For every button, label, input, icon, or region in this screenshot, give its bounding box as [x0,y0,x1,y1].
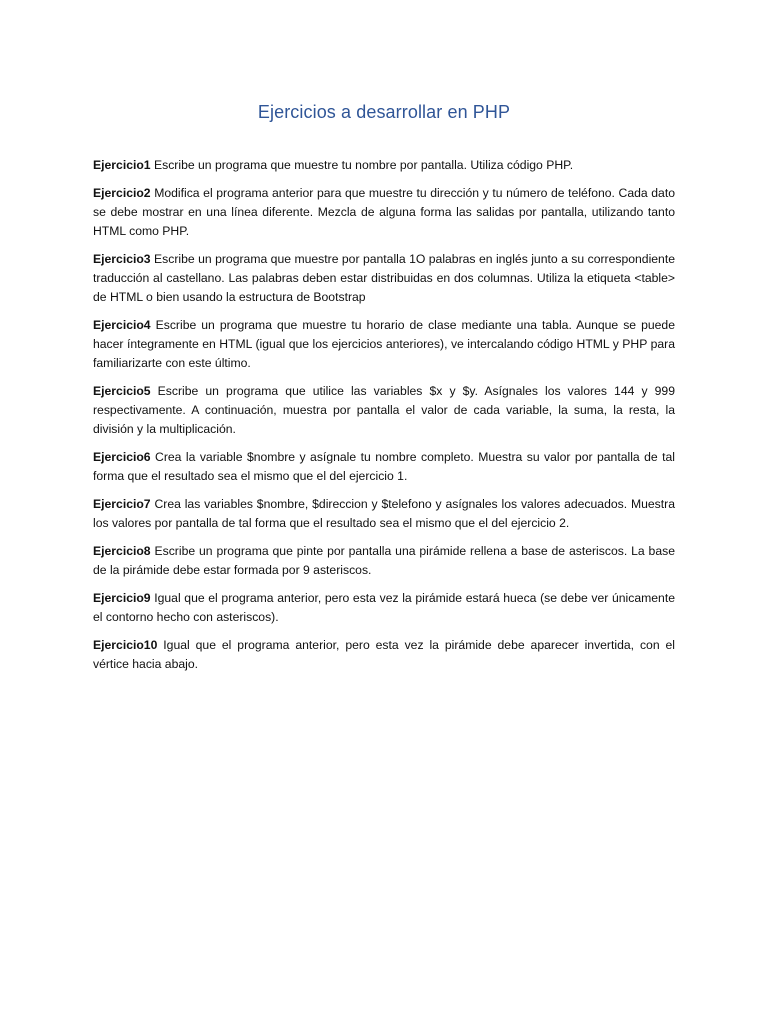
exercise-text: Escribe un programa que muestre tu nombre por pantalla. Utiliza código PHP. [150,158,574,172]
exercise-7 [93,495,675,533]
exercise-text: Crea la variable $nombre y asígnale tu nombre completo. Muestra su valor por pantalla de tal forma que el resultado sea el mismo que el del ejercicio 1. [93,450,675,483]
exercise-text: Escribe un programa que utilice las variables $x y $y. Asígnales los valores 144 y 999 respectivamente. A continuación, muestra por pantalla el valor de cada variable, la suma, la resta, la división y la multiplicación. [93,384,675,436]
exercise-5 [93,382,675,439]
exercise-1 [93,156,675,175]
exercise-3 [93,250,675,307]
exercise-text: Igual que el programa anterior, pero esta vez la pirámide estará hueca (se debe ver únicamente el contorno hecho con asteriscos). [93,591,675,624]
exercise-8 [93,542,675,580]
exercise-label: Ejercicio6 [93,450,151,464]
exercise-text: Modifica el programa anterior para que muestre tu dirección y tu número de teléfono. Cada dato se debe mostrar en una línea diferente. Mezcla de alguna forma las salidas por pantalla, utilizando tanto HTML como PHP. [93,186,675,238]
exercise-10 [93,636,675,674]
exercise-text: Escribe un programa que muestre tu horario de clase mediante una tabla. Aunque se puede hacer íntegramente en HTML (igual que los ejercicios anteriores), ve intercalando código HTML y PHP para familiarizarte con este último. [93,318,675,370]
exercise-9 [93,589,675,627]
exercise-list [93,156,675,674]
exercise-label: Ejercicio7 [93,497,151,511]
exercise-text: Escribe un programa que muestre por pantalla 1O palabras en inglés junto a su correspondiente traducción al castellano. Las palabras deben estar distribuidas en dos columnas. Utiliza la etiqueta <table> de HTML o bien usando la estructura de Bootstrap [93,252,675,304]
exercise-text: Escribe un programa que pinte por pantalla una pirámide rellena a base de asteriscos. La base de la pirámide debe estar formada por 9 asteriscos. [93,544,675,577]
exercise-label: Ejercicio1 [93,158,151,172]
exercise-label: Ejercicio3 [93,252,151,266]
exercise-label: Ejercicio8 [93,544,151,558]
exercise-label: Ejercicio2 [93,186,151,200]
document-title: Ejercicios a desarrollar en PHP [257,102,511,122]
exercise-text: Crea las variables $nombre, $direccion y $telefono y asígnales los valores adecuados. Muestra los valores por pantalla de tal forma que el resultado sea el mismo que el del ejercicio 2. [93,497,675,530]
exercise-4 [93,316,675,373]
exercise-2 [93,184,675,241]
exercise-text: Igual que el programa anterior, pero esta vez la pirámide debe aparecer invertida, con el vértice hacia abajo. [93,638,675,671]
exercise-label: Ejercicio10 [93,638,158,652]
exercise-label: Ejercicio4 [93,318,151,332]
exercise-6 [93,448,675,486]
exercise-label: Ejercicio5 [93,384,151,398]
exercise-label: Ejercicio9 [93,591,151,605]
